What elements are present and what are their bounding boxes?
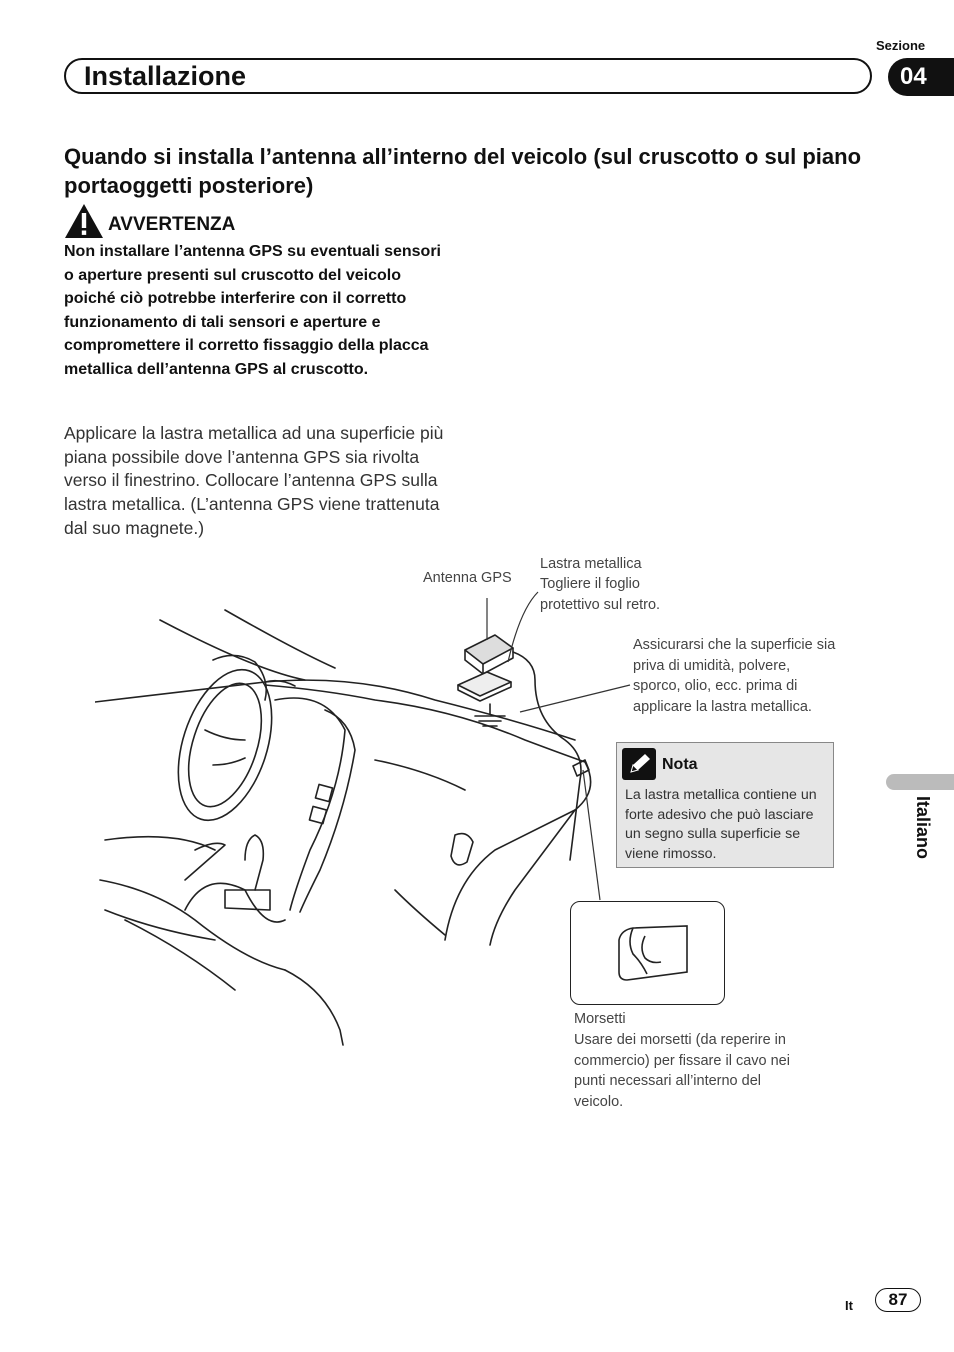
warning-text: Non installare l’antenna GPS su eventuali sensori o aperture presenti sul cruscotto del veicolo poiché ciò potrebbe interferire con il corretto funzionamento di tali sensori e aperture e compromettere il corretto fissaggio della placca metallica dell’antenna GPS al cruscotto. [64,243,441,378]
language-tab-marker [886,774,954,790]
pencil-icon [622,748,656,780]
page-language-code: It [845,1298,853,1313]
page-number: 87 [875,1288,921,1312]
section-number-badge: 04 [888,58,954,96]
label-plate-title: Lastra metallica [540,556,642,572]
note-title: Nota [662,756,698,773]
section-heading: Quando si installa l’antenna all’interno del veicolo (sul cruscotto o sul piano portaoggetti posteriore) [64,144,862,198]
warning-title: AVVERTENZA [108,214,236,235]
label-plate-text: Togliere il foglio protettivo sul retro. [540,576,661,613]
page-title: Installazione [84,61,247,91]
label-antenna: Antenna GPS [423,570,512,586]
note-text: La lastra metallica contiene un forte adesivo che può lasciare un segno sulla superficie se viene rimosso. [625,787,817,862]
label-surface: Assicurarsi che la superficie sia priva di umidità, polvere, sporco, olio, ecc. prima di applicare la lastra metallica. [633,637,836,715]
label-clamps-title: Morsetti [574,1011,626,1027]
label-clamps-text: Usare dei morsetti (da reperire in commercio) per fissare il cavo nei punti necessari all’interno del veicolo. [574,1032,790,1110]
section-label: Sezione [876,38,926,53]
clamp-detail-box [570,901,725,1005]
language-label: Italiano [913,796,933,860]
instruction-text: Applicare la lastra metallica ad una superficie più piana possibile dove l’antenna GPS sia rivolta verso il finestrino. Collocare l’antenna GPS sulla lastra metallica. (L’antenna GPS viene trattenuta dal suo magnete.) [64,423,444,538]
